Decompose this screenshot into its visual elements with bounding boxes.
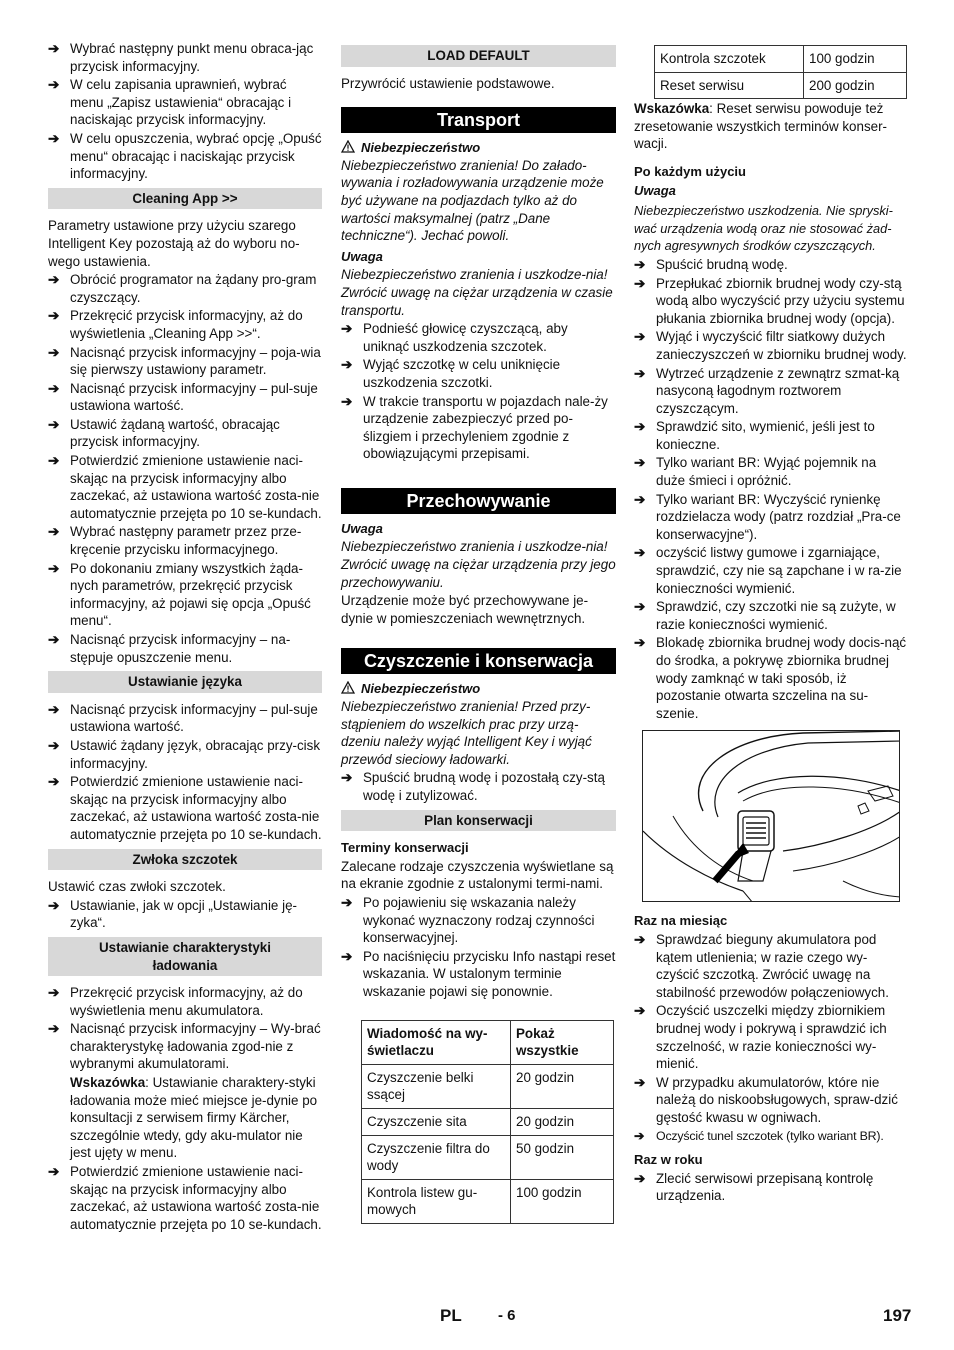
note-label: Uwaga xyxy=(634,182,676,198)
list-item: ➔ Blokadę zbiornika brudnej wody docis-nąć do środka, a pokrywę zbiornika brudnej wody zamknąć w taki sposób, iż pozostanie otwarta szczelina na su-szenie. xyxy=(634,635,907,721)
subheading: Raz w roku xyxy=(634,1152,703,1168)
list-item: ➔ Potwierdzić zmienione ustawienie naci-skając na przycisk informacyjny albo zaczekać, aż ustawiona wartość zosta-nie automatycznie przejęta po 10 se-kundach. xyxy=(48,453,322,521)
chapter-heading-storage: Przechowywanie xyxy=(341,488,616,514)
list-item: ➔ Potwierdzić zmienione ustawienie naci-skając na przycisk informacyjny albo zaczekać, aż ustawiona wartość zosta-nie automatycznie przejęta po 10 se-kundach. xyxy=(48,1164,322,1232)
section-heading-language: Ustawianie języka xyxy=(48,671,322,693)
table-cell: Czyszczenie filtra do wody xyxy=(362,1135,511,1179)
paragraph: Ustawić czas zwłoki szczotek. xyxy=(48,879,226,895)
note-label: Uwaga xyxy=(341,248,383,264)
list-item: ➔ Przekręcić przycisk informacyjny, aż do wyświetlenia „Cleaning App >>“. xyxy=(48,308,303,341)
chapter-heading-cleaning: Czyszczenie i konserwacja xyxy=(341,648,616,674)
list-item: ➔ Podnieść głowicę czyszczącą, aby uniknąć uszkodzenia szczotek. xyxy=(341,321,568,354)
subheading: Po każdym użyciu xyxy=(634,163,746,179)
section-heading-brush-delay: Zwłoka szczotek xyxy=(48,849,322,871)
list-item: ➔ Po naciśnięciu przycisku Info nastąpi reset wskazania. W ustalonym terminie wskazanie pojawi się ponownie. xyxy=(341,948,616,999)
paragraph: Przywrócić ustawienie podstawowe. xyxy=(341,75,555,91)
maintenance-table xyxy=(361,1020,614,1224)
list-item: ➔ Tylko wariant BR: Wyjąć pojemnik na duże śmieci i opróżnić. xyxy=(634,455,877,489)
list-item: ➔ Wytrzeć urządzenie z zewnątrz szmat-ką nasyconą łagodnym roztworem czyszczącym. xyxy=(634,365,900,416)
note-label: Uwaga xyxy=(341,520,383,536)
table-row xyxy=(362,1135,614,1179)
table-cell: Czyszczenie belki ssącej xyxy=(362,1064,511,1108)
section-heading-cleaning-app: Cleaning App >> xyxy=(48,188,322,210)
list-item: ➔ Przekręcić przycisk informacyjny, aż do wyświetlenia menu akumulatora. xyxy=(48,985,303,1018)
list-item: ➔ Nacisnąć przycisk informacyjny – na-stępuje opuszczenie menu. xyxy=(48,632,291,665)
list-item: ➔ Spuścić brudną wodę i pozostałą czy-stą wodę i zutylizować. xyxy=(341,770,605,803)
list-item: ➔ W trakcie transportu w pojazdach nale-ży urządzenie zabezpieczyć przed po-ślizgiem i przechyleniem zgodnie z obowiązującymi przepisami. xyxy=(341,393,608,462)
footer-local-page: - 6 xyxy=(498,1307,516,1324)
list-item: ➔ Oczyścić uszczelki między zbiornikiem brudnej wody i pokrywą i sprawdzić ich szczelność, w razie konieczności wy-mienić. xyxy=(634,1003,887,1072)
illustration-tank-lock xyxy=(642,730,900,902)
list-item: ➔ Nacisnąć przycisk informacyjny – poja-wia się pierwszy ustawiony parametr. xyxy=(48,344,321,378)
paragraph: Zalecane rodzaje czyszczenia wyświetlane są na ekranie zgodnie z ustalonymi termi-nami. xyxy=(341,858,614,892)
maintenance-table-continued xyxy=(654,45,907,99)
table-row xyxy=(362,1064,614,1108)
column-3 xyxy=(634,45,907,1206)
footer-language: PL xyxy=(440,1306,462,1325)
hint-note: Wskazówka: Ustawianie charaktery-styki ładowania może mieć miejsce je-dynie po konsultacji z serwisem firmy Kärcher, szczególnie wtedy, gdy aku-mulator nie jest ujęty w menu. xyxy=(70,1075,318,1161)
table-cell: 20 godzin xyxy=(511,1064,614,1108)
section-heading-plan: Plan konserwacji xyxy=(341,810,616,832)
section-heading-charging: Ustawianie charakterystyki ładowania xyxy=(48,937,322,976)
list-item: ➔ Wybrać następny parametr przez prze-kręcenie przycisku informacyjnego. xyxy=(48,524,302,558)
list-item: ➔ Potwierdzić zmienione ustawienie naci-skając na przycisk informacyjny albo zaczekać, aż ustawiona wartość zosta-nie automatycznie przejęta po 10 se-kundach. xyxy=(48,774,322,842)
list-item: ➔ Wybrać następny punkt menu obraca-jąc przycisk informacyjny. xyxy=(48,41,314,74)
subheading: Raz na miesiąc xyxy=(634,913,728,929)
list-item: ➔ Nacisnąć przycisk informacyjny – pul-suje ustawiona wartość. xyxy=(48,701,318,735)
list-item: ➔ Zlecić serwisowi przepisaną kontrolę urządzenia. xyxy=(634,1170,874,1204)
list-item: ➔ W przypadku akumulatorów, które nie należą do niskoobsługowych, spraw-dzić gęstość kwasu w ogniwach. xyxy=(634,1074,898,1125)
paragraph: Parametry ustawione przy użyciu szarego Intelligent Key pozostają aż do wyboru no-wego ustawienia. xyxy=(48,218,300,269)
table-cell: 50 godzin xyxy=(511,1135,614,1179)
list-item: ➔ Obrócić programator na żądany pro-gram czyszczący. xyxy=(48,272,317,305)
list-item: ➔ Przepłukać zbiornik brudnej wody czy-stą wodą albo wyczyścić przy użyciu systemu płukania zbiornika brudnej wody (opcja). xyxy=(634,275,905,326)
column-1 xyxy=(48,40,322,1234)
table-row xyxy=(362,1179,614,1223)
list-item: ➔ Tylko wariant BR: Wyczyścić rynienkę rozdzielacza wody (patrz rozdział „Pra-ce konserwacyjne“). xyxy=(634,491,901,542)
chapter-heading-transport: Transport xyxy=(341,107,616,133)
list-item: ➔ W celu zapisania uprawnień, wybrać menu „Zapisz ustawienia“ obracając i naciskając przycisk informacyjny. xyxy=(48,77,292,128)
warning-triangle-icon xyxy=(341,140,355,153)
subheading: Terminy konserwacji xyxy=(341,840,469,856)
danger-text: Niebezpieczeństwo zranienia! Przed przy-stąpieniem do wszelkich prac przy urzą-dzeniu należy wyjąć Intelligent Key i wyjąć przewód sieciowy ładowarki. xyxy=(341,699,592,767)
table-cell: 100 godzin xyxy=(511,1179,614,1223)
table-row xyxy=(655,46,907,73)
note-text: Niebezpieczeństwo zranienia i uszkodze-nia! Zwrócić uwagę na ciężar urządzenia w czasie transportu. xyxy=(341,267,613,318)
table-cell: Reset serwisu xyxy=(655,72,804,99)
list-item: ➔ Nacisnąć przycisk informacyjny – pul-suje ustawiona wartość. xyxy=(48,380,318,414)
danger-label: Niebezpieczeństwo xyxy=(341,680,616,698)
list-item: ➔ Ustawić żądaną wartość, obracając przycisk informacyjny. xyxy=(48,416,280,450)
paragraph: Urządzenie może być przechowywane je-dynie w pomieszczeniach wewnętrznych. xyxy=(341,593,589,626)
list-item: ➔ Sprawdzić sito, wymienić, jeśli jest to konieczne. xyxy=(634,419,875,452)
list-item: ➔ Po dokonaniu zmiany wszystkich żąda-nych parametrów, przekręcić przycisk informacyjny, aż pojawi się opcja „Opuść menu“. xyxy=(48,560,311,629)
list-item: ➔ Ustawianie, jak w opcji „Ustawianie ję-zyka“. xyxy=(48,897,297,931)
table-cell: 20 godzin xyxy=(511,1108,614,1135)
list-item: ➔ Po pojawieniu się wskazania należy wykonać wyznaczony rodzaj czynności konserwacyjnej. xyxy=(341,894,595,946)
warning-triangle-icon xyxy=(341,681,355,694)
table-row xyxy=(362,1108,614,1135)
list-item: ➔ Ustawić żądany język, obracając przy-cisk informacyjny. xyxy=(48,737,321,771)
table-cell: Kontrola listew gu-mowych xyxy=(362,1179,511,1223)
danger-text: Niebezpieczeństwo zranienia! Do załado-wywania i rozładowywania urządzenie może być używane na podjazdach tylko aż do wartości maksymalnej (patrz „Dane techniczne“). Jechać powoli. xyxy=(341,157,604,244)
list-item: ➔ Spuścić brudną wodę. xyxy=(634,256,788,272)
list-item: ➔ Wyjąć i wyczyścić filtr siatkowy dużych zanieczyszczeń w zbiorniku brudnej wody. xyxy=(634,329,907,362)
note-text: Niebezpieczeństwo uszkodzenia. Nie spryski-wać urządzenia wodą oraz nie stosować żad-nych agresywnych środków czyszczących. xyxy=(634,203,893,254)
section-heading-load-default: LOAD DEFAULT xyxy=(341,45,616,67)
table-cell: Czyszczenie sita xyxy=(362,1108,511,1135)
footer-page-number: 197 xyxy=(883,1306,912,1325)
table-cell: Kontrola szczotek xyxy=(655,46,804,73)
list-item: ➔ Wyjąć szczotkę w celu uniknięcie uszkodzenia szczotki. xyxy=(341,357,561,390)
list-item: ➔ Oczyścić tunel szczotek (tylko wariant BR). xyxy=(634,1128,884,1143)
list-item: ➔ W celu opuszczenia, wybrać opcję „Opuść menu“ obracając i naciskając przycisk informacyjny. xyxy=(48,130,322,182)
list-item: ➔ Sprawdzać bieguny akumulatora pod kątem utlenienia; w razie czego wy-czyścić szczotką. Zwrócić uwagę na stabilność przewodów połączeniowych. xyxy=(634,931,889,1000)
note-text: Niebezpieczeństwo zranienia i uszkodze-nia! Zwrócić uwagę na ciężar urządzenia przy jego przechowywaniu. xyxy=(341,539,616,590)
tank-lock-drawing xyxy=(643,731,900,902)
hint-note: Wskazówka: Reset serwisu powoduje też zresetowanie wszystkich terminów konser-wacji. xyxy=(634,101,888,152)
list-item: ➔ oczyścić listwy gumowe i zgarniające, sprawdzić, czy nie są zapchane i w ra-zie konieczności wymienić. xyxy=(634,545,902,596)
list-item: ➔ Nacisnąć przycisk informacyjny – Wy-brać charakterystykę ładowania zgod-nie z wybranymi akumulatorami. xyxy=(48,1021,321,1072)
column-2 xyxy=(341,45,616,1224)
table-row xyxy=(655,72,907,99)
table-header-cell: Wiadomość na wy-świetlaczu xyxy=(362,1020,511,1064)
danger-label: Niebezpieczeństwo xyxy=(341,139,616,157)
table-header-cell: Pokaż wszystkie xyxy=(511,1020,614,1064)
table-cell: 200 godzin xyxy=(804,72,907,99)
list-item: ➔ Sprawdzić, czy szczotki nie są zużyte, w razie konieczności wymienić. xyxy=(634,599,896,632)
table-header-row xyxy=(362,1020,614,1064)
table-cell: 100 godzin xyxy=(804,46,907,73)
